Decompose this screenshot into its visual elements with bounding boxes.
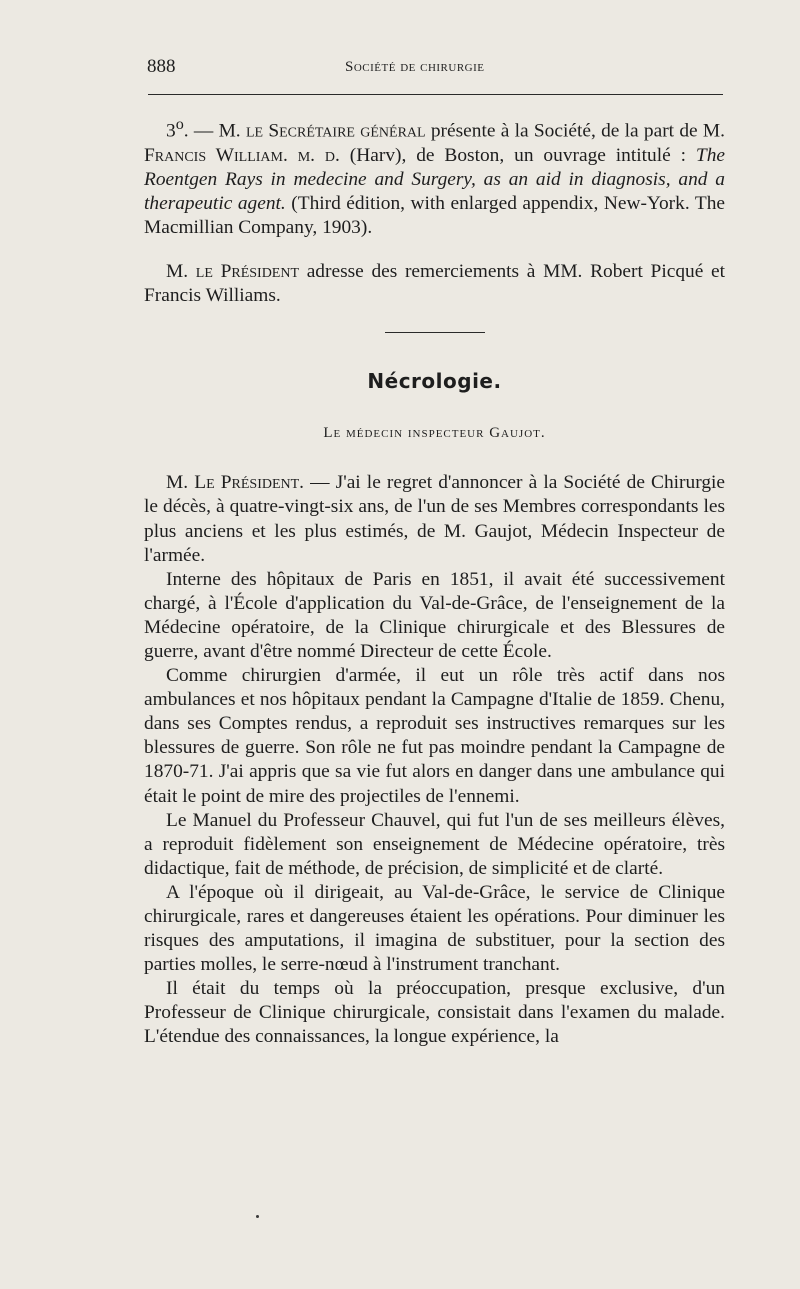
paragraph-career: Interne des hôpitaux de Paris en 1851, il avait été successivement chargé, à l'École d'application du Val-de-Grâce, de l'enseignement de la Médecine opératoire, de la Clinique chirurgicale et des Blessures de guerre, avant d'être nommé Directeur de cette École. [144,568,725,662]
page-body [144,113,725,1050]
paragraph-army-surgeon: Comme chirurgien d'armée, il eut un rôle très actif dans nos ambulances et nos hôpitaux pendant la Campagne d'Italie de 1859. Chenu, dans ses Comptes rendus, a reproduit ses instructives remarques sur les blessures de guerre. Son rôle ne fut pas moindre pendant la Campagne de 1870-71. J'ai appris que sa vie fut alors en danger dans une ambulance qui était le point de mire des projectiles de l'ennemi. [144,665,725,807]
page-number: 888 [147,56,176,77]
book-title: The Roentgen Rays in medecine and Surgery, as an aid in diagnosis, and a therapeutic agent. [144,144,725,214]
print-speck [256,1215,259,1218]
page-header [147,56,722,80]
section-title: Nécrologie. [367,369,502,394]
paragraph-manual: Le Manuel du Professeur Chauvel, qui fut l'un de ses meilleurs élèves, a reproduit fidèlement son enseignement de Médecine opératoire, très didactique, fait de méthode, de précision, de simplicité et de clarté. [144,809,725,879]
paragraph-clinic: A l'époque où il dirigeait, au Val-de-Grâce, le service de Clinique chirurgicale, rares et dangereuses étaient les opérations. Pour diminuer les risques des amputations, il imagina de substituer, pour la section des parties molles, le serre-nœud à l'instrument tranchant. [144,881,725,976]
section-subtitle: Le médecin inspecteur Gaujot. [323,425,546,442]
paragraph-secretary-presentation: 3$^o$. — M. le Secrétaire général présente à la Société, de la part de M. Francis William. m. d. (Harv), de Boston, un ouvrage intitulé : The Roentgen Rays in medecine and Surgery, as an aid in diagnosis, and a therapeutic agent. (Third édition, with enlarged appendix, New-York. The Macmillian Company, 1903). [144,116,725,238]
paragraph-professor: Il était du temps où la préoccupation, presque exclusive, d'un Professeur de Clinique chirurgicale, consistait dans l'examen du malade. L'étendue des connaissances, la longue expérience, la [144,978,725,1048]
header-rule [148,94,723,95]
paragraph-president-thanks: M. le Président adresse des remerciements à MM. Robert Picqué et Francis Williams. [144,260,725,307]
paragraph-announcement: M. Le Président. — J'ai le regret d'annoncer à la Société de Chirurgie le décès, à quatre-vingt-six ans, de l'un de ses Membres correspondants les plus anciens et les plus estimés, de M. Gaujot, Médecin Inspecteur de l'armée. [144,472,726,566]
section-divider [385,332,485,333]
running-title: Société de chirurgie [345,59,485,75]
